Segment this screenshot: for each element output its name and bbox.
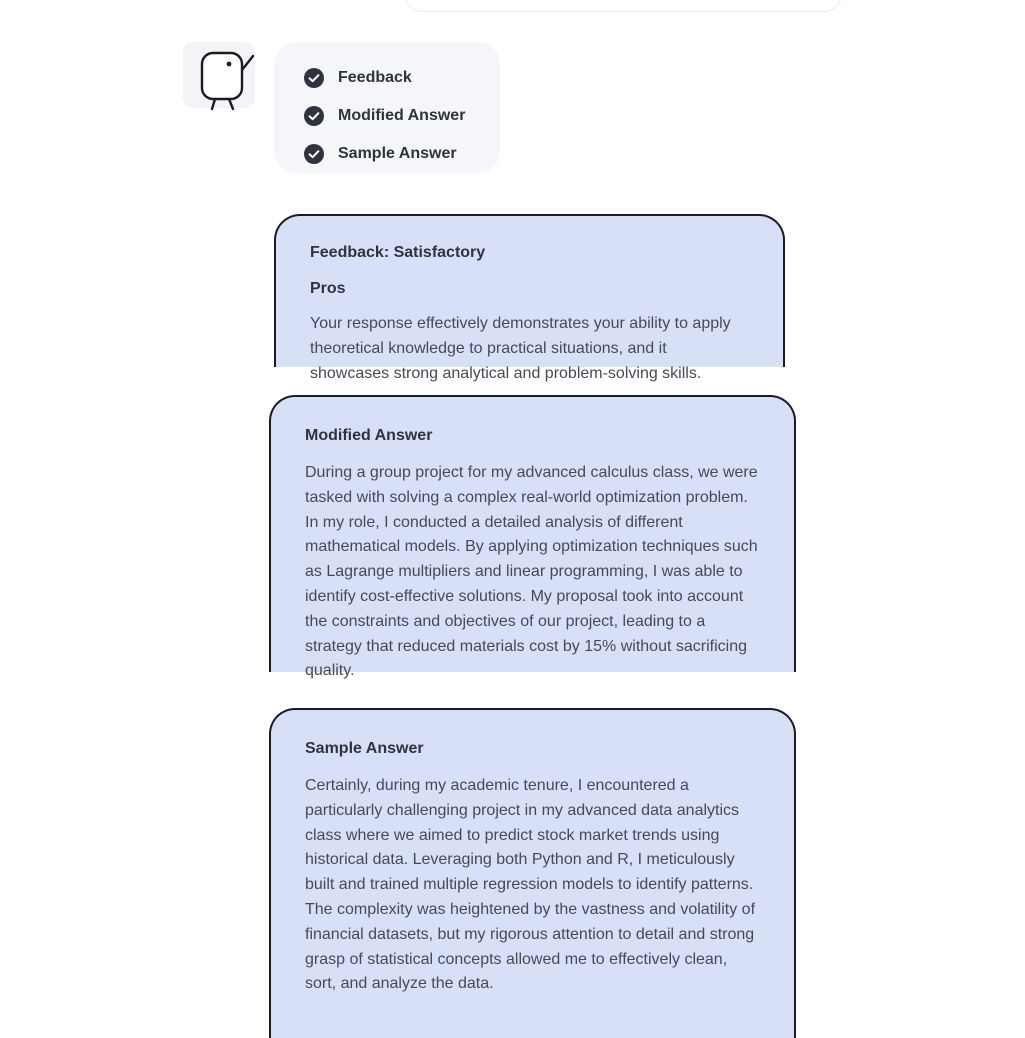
checklist-label: Modified Answer — [338, 107, 466, 124]
sample-answer-body: Certainly, during my academic tenure, I encountered a particularly challenging project in my advanced data analytics class where we aimed to predict stock market trends using historical data. Leveraging both Python and R, I meticulously built and trained multiple regression models to identify patterns. The complexity was heightened by the vastness and volatility of financial datasets, but my rigorous attention to detail and strong grasp of statistical concepts allowed me to effectively clean, sort, and analyze the data. — [305, 777, 756, 993]
checklist-label: Sample Answer — [338, 145, 457, 162]
feedback-body: Your response effectively demonstrates your ability to apply theoretical knowledge to practical situations, and it showcases strong analytical and problem-solving skills. — [310, 315, 731, 382]
sample-answer-title: Sample Answer — [305, 740, 424, 757]
check-circle-icon — [304, 144, 324, 164]
robot-mascot-icon — [183, 42, 255, 108]
modified-answer-card — [269, 395, 796, 680]
sample-answer-card — [269, 708, 796, 1038]
feedback-card — [274, 214, 785, 382]
modified-answer-body: During a group project for my advanced calculus class, we were tasked with solving a complex real-world optimization problem. In my role, I conducted a detailed analysis of different mathematical models. By applying optimization techniques such as Lagrange multipliers and linear programming, I was able to identify cost-effective solutions. My proposal took into account the constraints and objectives of our project, leading to a strategy that reduced materials cost by 15% without sacrificing quality. — [305, 464, 758, 680]
checklist-label: Feedback — [338, 69, 412, 86]
modified-answer-title: Modified Answer — [305, 427, 433, 444]
feedback-title: Feedback: Satisfactory — [310, 244, 486, 261]
assistant-avatar — [183, 42, 255, 108]
checklist-item-feedback — [304, 59, 500, 97]
checklist-item-sample-answer — [304, 135, 500, 173]
check-circle-icon — [304, 106, 324, 126]
checklist-item-modified-answer — [304, 97, 500, 135]
progress-checklist — [274, 42, 500, 173]
check-circle-icon — [304, 68, 324, 88]
previous-message-bubble — [404, 0, 842, 12]
pros-heading: Pros — [310, 280, 346, 297]
